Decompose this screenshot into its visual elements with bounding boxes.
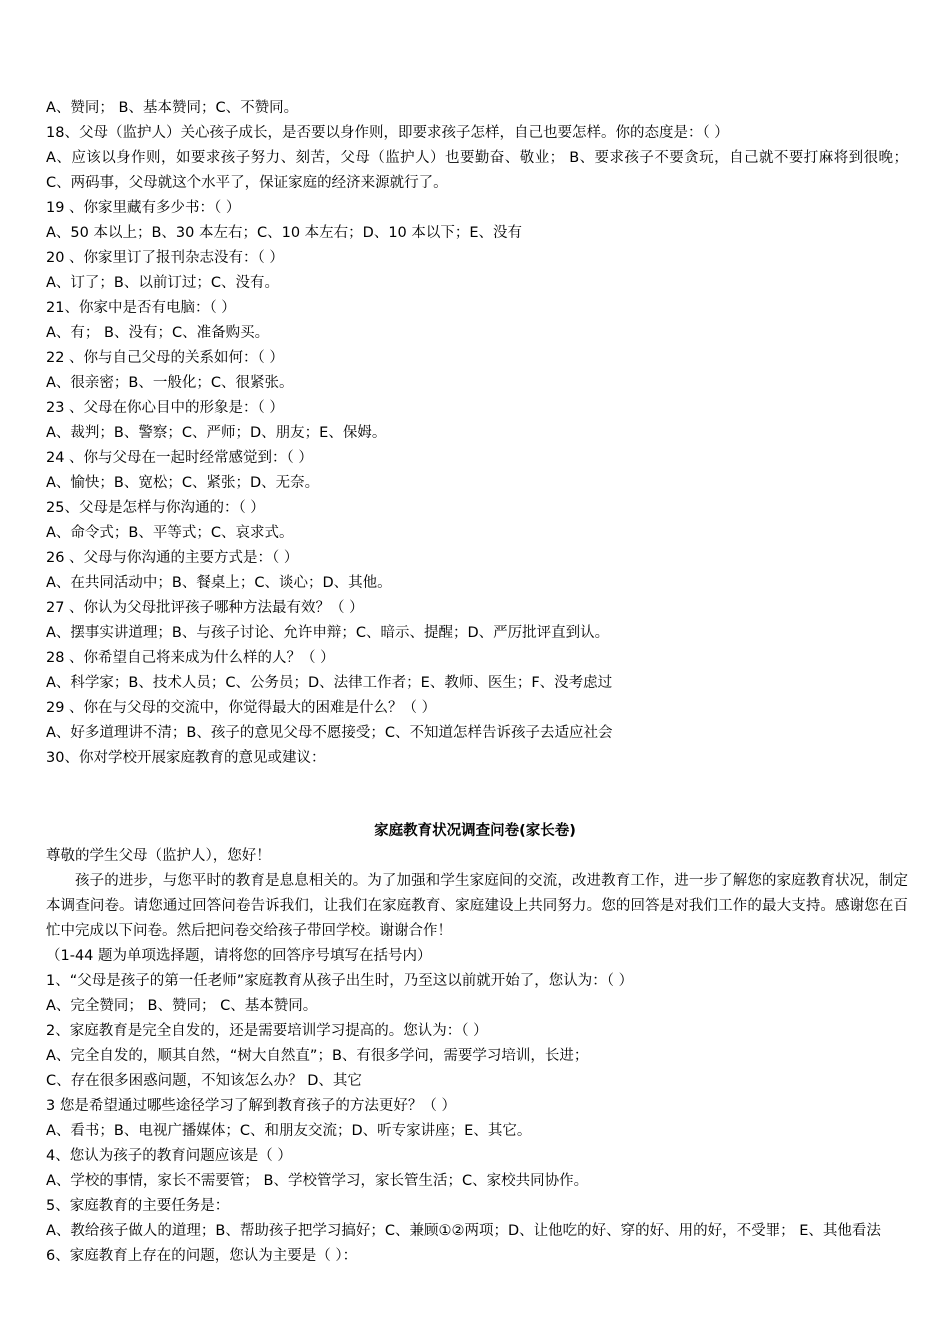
- p-q2-question: 2、家庭教育是完全自发的，还是需要培训学习提高的。您认为：（ ）: [46, 1023, 488, 1039]
- q19-question: 19 、你家里藏有多少书：（ ）: [46, 200, 241, 216]
- q21-options: A、有； B、没有；C、准备购买。: [46, 325, 270, 341]
- q22-question: 22 、你与自己父母的关系如何：（ ）: [46, 350, 284, 366]
- q22-options: A、很亲密；B、一般化；C、很紧张。: [46, 375, 294, 391]
- intro-paragraph: 孩子的进步，与您平时的教育是息息相关的。为了加强和学生家庭间的交流，改进教育工作，进一步了解您的家庭教育状况，制定本调查问卷。请您通过回答问卷告诉我们，让我们在家庭教育、家庭建设上共同努力。您的回答是对我们工作的最大支持。感谢您在百忙中完成以下问卷。然后把问卷交给孩子带回学校。谢谢合作！: [46, 873, 908, 939]
- q20-options: A、订了；B、以前订过；C、没有。: [46, 275, 279, 291]
- p-q2-options-c-d: C、存在很多困惑问题，不知该怎么办？ D、其它: [46, 1073, 362, 1089]
- q20-question: 20 、你家里订了报刊杂志没有：（ ）: [46, 250, 284, 266]
- p-q1-options: A、完全赞同； B、赞同； C、基本赞同。: [46, 998, 318, 1014]
- greeting: 尊敬的学生父母（监护人），您好！: [46, 848, 271, 864]
- p-q5-question: 5、家庭教育的主要任务是：: [46, 1198, 230, 1214]
- p-q4-options: A、学校的事情，家长不需要管； B、学校管学习，家长管生活；C、家校共同协作。: [46, 1173, 589, 1189]
- p-q1-question: 1、“父母是孩子的第一任老师”家庭教育从孩子出生时，乃至这以前就开始了，您认为：（ ）: [46, 973, 634, 989]
- q29-question: 29 、你在与父母的交流中，你觉得最大的困难是什么？（ ）: [46, 700, 437, 716]
- p-q5-options: A、教给孩子做人的道理；B、帮助孩子把学习搞好；C、兼顾①②两项；D、让他吃的好、穿的好、用的好，不受罪； E、其他看法: [46, 1223, 881, 1239]
- q26-question: 26 、父母与你沟通的主要方式是：（ ）: [46, 550, 299, 566]
- q18-options: A、应该以身作则，如要求孩子努力、刻苦，父母（监护人）也要勤奋、敬业； B、要求孩子不要贪玩，自己就不要打麻将到很晚； C、两码事，父母就这个水平了，保证家庭的经济来源就行了。: [46, 150, 908, 191]
- q23-question: 23 、父母在你心目中的形象是：（ ）: [46, 400, 284, 416]
- q18-question: 18、父母（监护人）关心孩子成长，是否要以身作则，即要求孩子怎样，自己也要怎样。你的态度是：（ ）: [46, 125, 729, 141]
- parent-survey-title: 家庭教育状况调查问卷(家长卷): [374, 823, 576, 839]
- q25-options: A、命令式；B、平等式；C、哀求式。: [46, 525, 294, 541]
- q28-question: 28 、你希望自己将来成为什么样的人？（ ）: [46, 650, 335, 666]
- student-questionnaire-continuation: [46, 96, 908, 771]
- q17-options: A、赞同； B、基本赞同；C、不赞同。: [46, 100, 299, 116]
- p-q4-question: 4、您认为孩子的教育问题应该是（ ）: [46, 1148, 292, 1164]
- q19-options: A、50 本以上；B、30 本左右；C、10 本左右；D、10 本以下；E、没有: [46, 225, 523, 241]
- q30-question: 30、你对学校开展家庭教育的意见或建议：: [46, 750, 326, 766]
- q27-options: A、摆事实讲道理；B、与孩子讨论、允许申辩；C、暗示、提醒；D、严厉批评直到认。: [46, 625, 610, 641]
- q27-question: 27 、你认为父母批评孩子哪种方法最有效？（ ）: [46, 600, 364, 616]
- p-q3-options: A、看书；B、电视广播媒体；C、和朋友交流；D、听专家讲座；E、其它。: [46, 1123, 532, 1139]
- q29-options: A、好多道理讲不清；B、孩子的意见父母不愿接受；C、不知道怎样告诉孩子去适应社会: [46, 725, 613, 741]
- q23-options: A、裁判；B、警察；C、严师；D、朋友；E、保姆。: [46, 425, 387, 441]
- instruction-note: （1-44 题为单项选择题，请将您的回答序号填写在括号内）: [46, 948, 432, 964]
- q24-options: A、愉快；B、宽松；C、紧张；D、无奈。: [46, 475, 320, 491]
- p-q3-question: 3 您是希望通过哪些途径学习了解到教育孩子的方法更好？（ ）: [46, 1098, 456, 1114]
- q25-question: 25、父母是怎样与你沟通的：（ ）: [46, 500, 265, 516]
- parent-questionnaire: [46, 844, 908, 1269]
- q28-options: A、科学家；B、技术人员；C、公务员；D、法律工作者；E、教师、医生；F、没考虑过: [46, 675, 613, 691]
- q26-options: A、在共同活动中；B、餐桌上；C、谈心；D、其他。: [46, 575, 392, 591]
- p-q2-options-a-b: A、完全自发的，顺其自然，“树大自然直”；B、有很多学问，需要学习培训，长进；: [46, 1048, 589, 1064]
- q21-question: 21、你家中是否有电脑：（ ）: [46, 300, 236, 316]
- q24-question: 24 、你与父母在一起时经常感觉到：（ ）: [46, 450, 313, 466]
- p-q6-question: 6、家庭教育上存在的问题，您认为主要是（ ）：: [46, 1248, 358, 1264]
